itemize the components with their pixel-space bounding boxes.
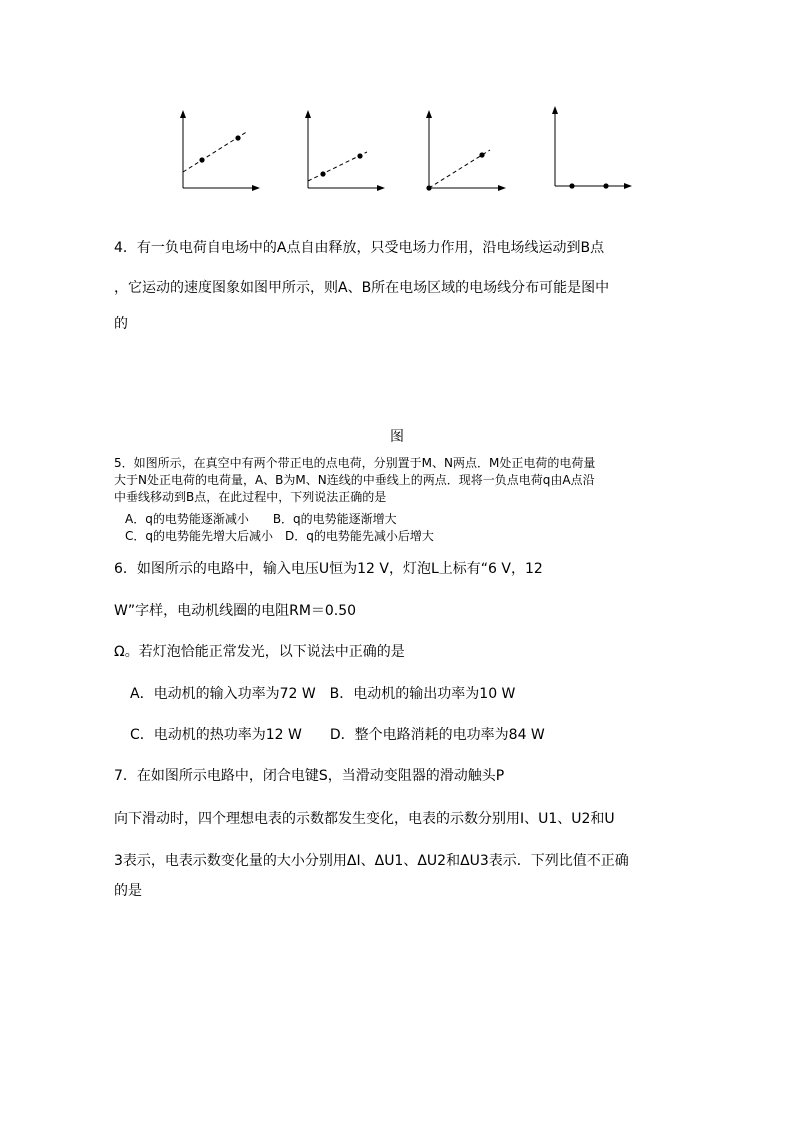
q5-line-1: 5．如图所示，在真空中有两个带正电的点电荷，分别置于M、N两点．M处正电荷的电荷量: [114, 456, 596, 470]
graph-b: [295, 104, 395, 194]
graph-c: [416, 104, 516, 194]
q7-line-1: 7．在如图所示电路中，闭合电键S，当滑动变阻器的滑动触头P: [114, 768, 505, 784]
q6-line-3: Ω。若灯泡恰能正常发光，以下说法中正确的是: [114, 644, 405, 660]
q5-line-2: 大于N处正电荷的电荷量，A、B为M、N连线的中垂线上的两点．现将一负点电荷q由A点沿: [114, 473, 595, 487]
graph-a: [170, 104, 270, 194]
answer-graphs: [170, 104, 650, 194]
q6-line-1: 6．如图所示的电路中，输入电压U恒为12 V，灯泡L上标有“6 V，12: [114, 561, 543, 577]
q6-options-row-1: A．电动机的输入功率为72 W B．电动机的输出功率为10 W: [130, 686, 516, 702]
q4-line-2: ，它运动的速度图象如图甲所示，则A、B所在电场区域的电场线分布可能是图中: [114, 280, 610, 296]
graph-d: [542, 104, 642, 194]
q4-line-1: 4．有一负电荷自电场中的A点自由释放，只受电场力作用，沿电场线运动到B点: [114, 240, 605, 256]
q7-line-2: 向下滑动时，四个理想电表的示数都发生变化，电表的示数分别用I、U1、U2和U: [114, 811, 615, 827]
q6-line-2: W”字样，电动机线圈的电阻RM＝0.50: [114, 603, 357, 619]
q7-line-3: 3表示，电表示数变化量的大小分别用ΔI、ΔU1、ΔU2和ΔU3表示．下列比值不正确: [114, 853, 629, 869]
q5-options-row-2: C．q的电势能先增大后减小 D．q的电势能先减小后增大: [125, 529, 434, 543]
figure-caption: 图: [390, 429, 404, 445]
q5-options-row-1: A．q的电势能逐渐减小 B．q的电势能逐渐增大: [125, 512, 397, 526]
q6-options-row-2: C．电动机的热功率为12 W D．整个电路消耗的电功率为84 W: [130, 727, 545, 743]
q4-line-3: 的: [114, 316, 128, 332]
q7-line-4: 的是: [114, 883, 142, 899]
q5-line-3: 中垂线移动到B点，在此过程中，下列说法正确的是: [114, 490, 387, 504]
